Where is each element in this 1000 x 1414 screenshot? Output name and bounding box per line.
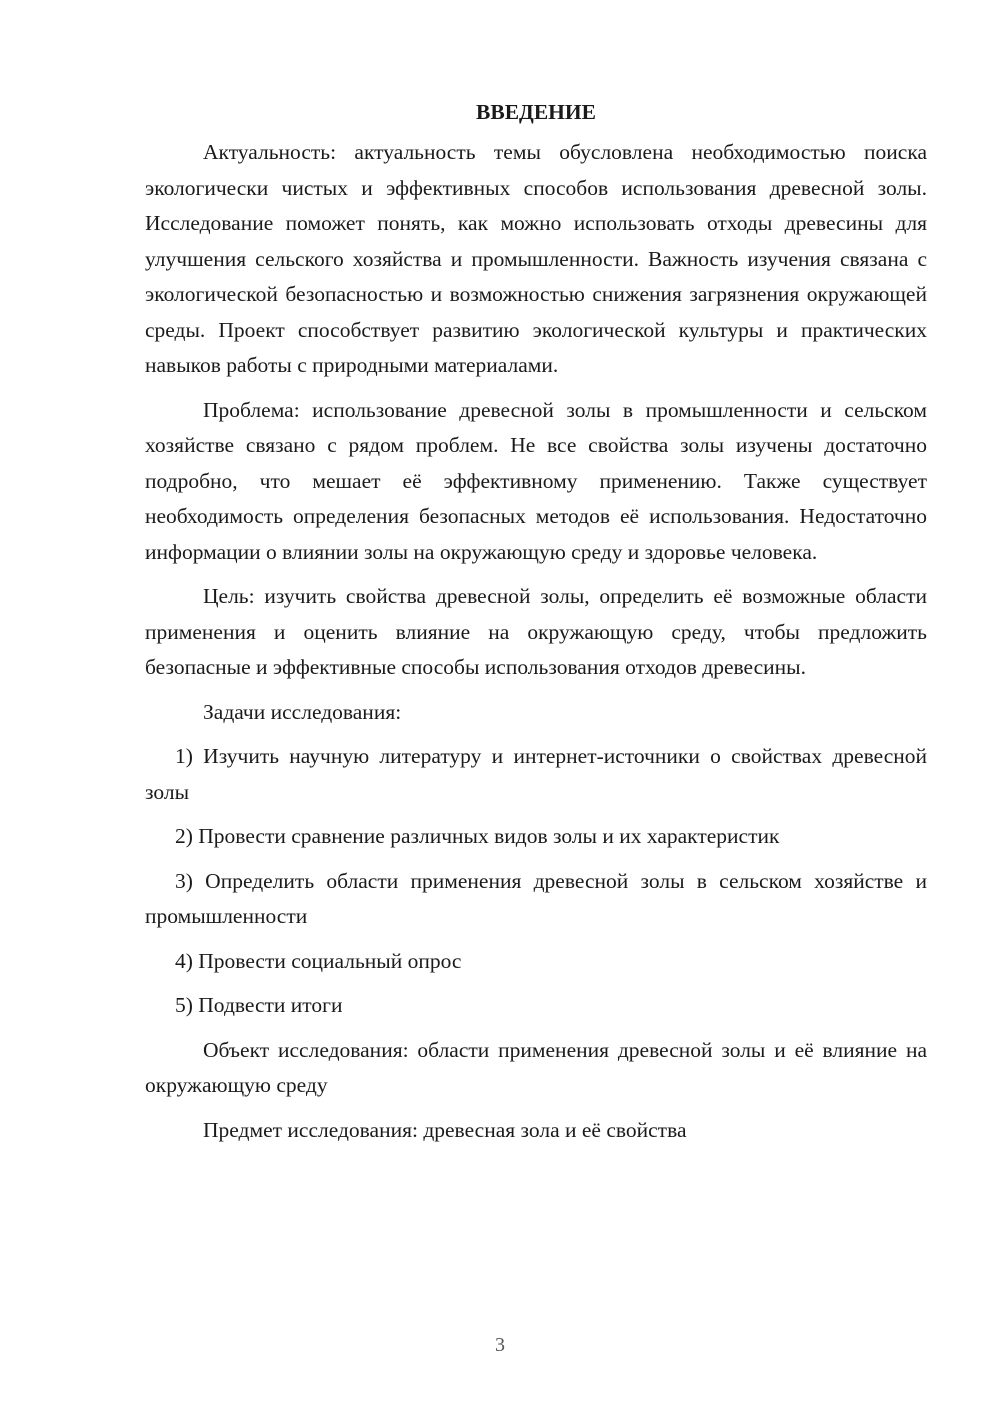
paragraph-problem: Проблема: использование древесной золы в промышленности и сельском хозяйстве связано с рядом проблем. Не все свойства золы изучены достаточно подробно, что мешает её эффективному применению. Также существует необходимость определения безопасных методов её использования. Недостаточно информации о влиянии золы на окружающую среду и здоровье человека.: [145, 397, 927, 564]
task-item-1: 1) Изучить научную литературу и интернет-источники о свойствах древесной золы: [145, 744, 927, 804]
task-item-3: 3) Определить области применения древесной золы в сельском хозяйстве и промышленности: [145, 868, 927, 928]
task-item-4: 4) Провести социальный опрос: [175, 948, 462, 973]
task-item-2: 2) Провести сравнение различных видов золы и их характеристик: [175, 824, 780, 848]
task-item-5: 5) Подвести итоги: [175, 993, 343, 1017]
page-number: 3: [495, 1334, 505, 1356]
section-title: ВВЕДЕНИЕ: [476, 100, 596, 124]
paragraph-research-subject: Предмет исследования: древесная зола и её свойства: [203, 1117, 687, 1142]
page-content: [145, 98, 927, 1157]
paragraph-relevance: Актуальность: актуальность темы обусловлена необходимостью поиска экологически чистых и эффективных способов использования древесной золы. Исследование поможет понять, как можно использовать отходы древесины для улучшения сельского хозяйства и промышленности. Важность изучения связана с экологической безопасностью и возможностью снижения загрязнения окружающей среды. Проект способствует развитию экологической культуры и практических навыков работы с природными материалами.: [145, 140, 927, 377]
paragraph-research-object: Объект исследования: области применения древесной золы и её влияние на окружающую среду: [145, 1037, 927, 1097]
paragraph-goal: Цель: изучить свойства древесной золы, определить её возможные области применения и оценить влияние на окружающую среду, чтобы предложить безопасные и эффективные способы использования отходов древесины.: [145, 584, 927, 679]
paragraph-tasks-heading: Задачи исследования:: [203, 699, 402, 724]
